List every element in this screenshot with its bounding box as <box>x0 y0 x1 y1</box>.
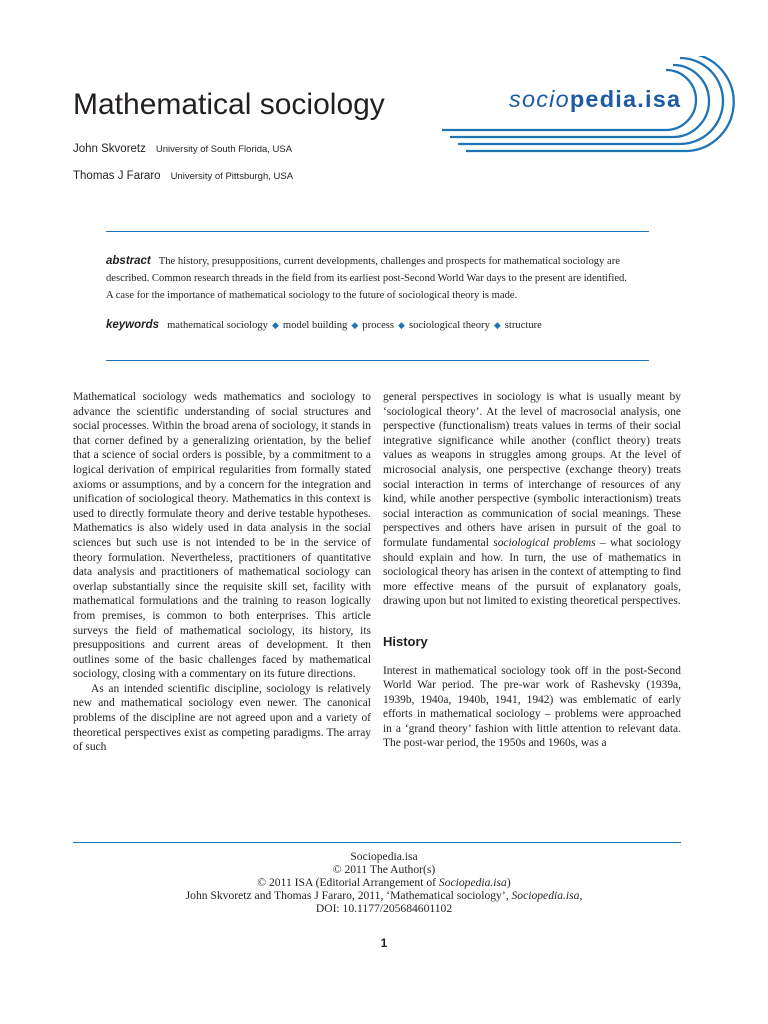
logo-part-socio: socio <box>509 86 570 112</box>
footer-citation: John Skvoretz and Thomas J Fararo, 2011, ‘Mathematical sociology’, Sociopedia.isa, <box>185 889 583 902</box>
footer-copyright-authors: © 2011 The Author(s) <box>332 863 436 876</box>
author-2 <box>73 170 293 182</box>
abstract-label: abstract <box>106 255 151 267</box>
article-title: Mathematical sociology <box>73 88 385 121</box>
body-paragraph: general perspectives in sociology is what is usually meant by ‘sociological theory’. At the level of macrosocial analysis, one perspective (functionalism) treats values in terms of their social integrative significance while another (conflict theory) treats values as weapons in struggles among groups. At the level of microsocial analysis, one perspective (exchange theory) treats social interaction in terms of interchange of resources of any kind, while another perspective (symbolic interactionism) treats social interaction as communication of social meanings. These perspectives and others have arisen in pursuit of the goal to formulate fundamental sociological problems – what sociology should explain and how. In turn, the use of mathematics in sociological theory has arisen in the context of attempting to find more effective means of the pursuit of explanatory goals, drawing upon but not limited to existing theoretical perspectives. <box>383 391 681 608</box>
diamond-icon: ◆ <box>493 320 501 330</box>
keyword: model building <box>282 320 348 331</box>
sociopedia-logo <box>440 56 746 162</box>
keyword: mathematical sociology <box>167 320 268 331</box>
diamond-icon: ◆ <box>271 320 279 330</box>
abstract-bottom-rule <box>106 360 649 361</box>
keywords-block <box>106 319 646 331</box>
footer-journal: Sociopedia.isa <box>350 850 418 863</box>
body-paragraph: Interest in mathematical sociology took off in the post-Second World War period. The pre-war work of Rashevsky (1939a, 1939b, 1940a, 1940b, 1941, 1942) was emblematic of early efforts in mathematical sociology – problems were approached in a ‘grand theory’ fashion with little attention to relevant data. The post-war period, the 1950s and 1960s, was a <box>383 664 681 750</box>
abstract-top-rule <box>106 231 649 232</box>
body-column-left <box>73 390 371 755</box>
body-column-right <box>383 390 681 751</box>
emphasized-term: sociological problems <box>493 536 596 549</box>
diamond-icon: ◆ <box>351 320 359 330</box>
diamond-icon: ◆ <box>398 320 405 330</box>
author-affiliation: University of South Florida, USA <box>155 144 293 155</box>
footer-copyright-isa: © 2011 ISA (Editorial Arrangement of Sociopedia.isa) <box>257 876 511 889</box>
keyword: process <box>362 320 395 331</box>
author-affiliation: University of Pittsburgh, USA <box>170 171 294 182</box>
abstract-block <box>106 253 630 304</box>
page-number: 1 <box>380 936 388 950</box>
logo-wordmark <box>509 86 681 113</box>
author-name: Thomas J Fararo <box>73 170 161 182</box>
logo-part-isa: .isa <box>637 86 682 112</box>
keywords-label: keywords <box>106 319 160 331</box>
section-heading-history: History <box>383 633 428 649</box>
citation-footer <box>0 850 768 915</box>
footer-doi: DOI: 10.1177/205684601102 <box>315 902 453 915</box>
author-1 <box>73 143 292 155</box>
logo-part-pedia: pedia <box>569 86 638 112</box>
footer-rule <box>73 842 681 843</box>
abstract-text: The history, presuppositions, current developments, challenges and prospects for mathematical sociology are described. Common research threads in the field from its earliest post-Second World War days to the present are identified. A case for the importance of mathematical sociology to the future of sociological theory is made. <box>106 256 627 301</box>
body-paragraph: As an intended scientific discipline, sociology is relatively new and mathematical sociology even newer. The canonical problems of the discipline are not agreed upon and a variety of theoretical perspectives exist as competing paradigms. The array of such <box>73 682 371 754</box>
author-name: John Skvoretz <box>73 143 146 155</box>
keyword: structure <box>504 320 542 331</box>
body-paragraph: Mathematical sociology weds mathematics and sociology to advance the scientific understanding of social structures and social processes. Within the broad arena of sociology, it stands in that corner defined by a generalizing orientation, by the belief that a science of social orders is possible, by a commitment to a logical derivation of empirical regularities from formally stated axioms or assumptions, and by a concern for the integration and unification of sociological theory. Mathematics in this context is used to directly formulate theory and derive testable hypotheses. Mathematics is also widely used in data analysis in the social sciences but such use is not intended to be in the service of theory formulation. Nevertheless, practitioners of quantitative data analysis and practitioners of mathematical sociology can overlap substantially since the requisite skill set, facility with mathematical formulations and the training to reason logically from premises, is common to both enterprises. This article surveys the field of mathematical sociology, its history, its presuppositions and current areas of development. It then outlines some of the basic challenges faced by mathematical sociology, closing with a commentary on its future directions. <box>73 391 371 681</box>
keyword: sociological theory <box>408 320 490 331</box>
